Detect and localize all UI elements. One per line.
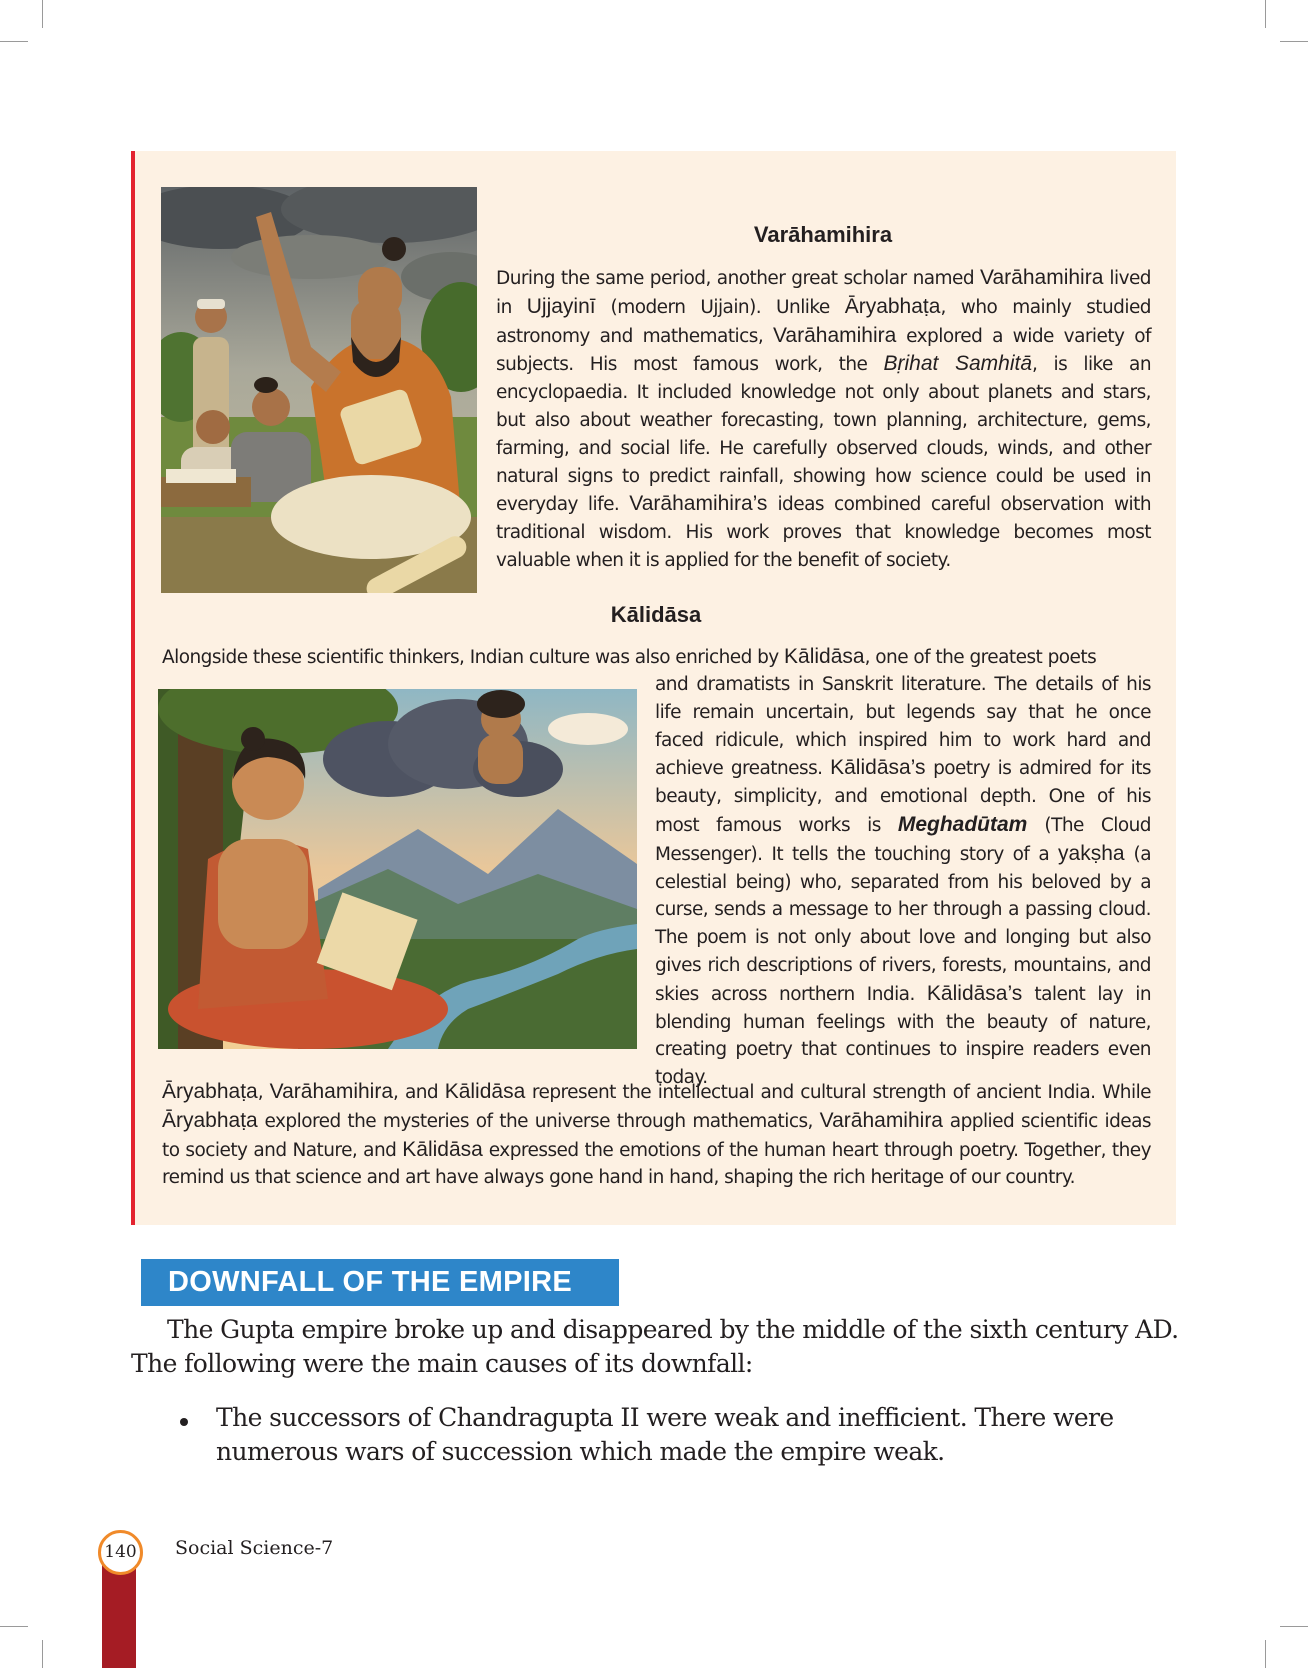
crop-mark xyxy=(1280,1626,1308,1627)
text-run: explored the mysteries of the universe through mathematics, xyxy=(257,1110,820,1132)
crop-mark xyxy=(0,41,28,42)
emphasis-term: Kālidāsa’s xyxy=(926,981,1023,1005)
text-run: (a celestial being) who, separated from his beloved by a curse, sends a message to her through a passing cloud. The poem is not only about love and longing but also gives rich descriptions of rivers, forests, mountains, and skies across northern India. xyxy=(655,843,1151,1005)
emphasis-term: Kālidāsa xyxy=(784,645,865,668)
crop-mark xyxy=(1265,1640,1266,1668)
varahamihira-illustration xyxy=(161,187,477,593)
emphasis-term: Āryabhaṭa xyxy=(162,1108,258,1132)
emphasis-term: Bṛihat Samhitā xyxy=(883,352,1033,376)
crop-mark xyxy=(0,1626,28,1627)
text-run: expressed the emotions of the human heart through poetry. Together, they remind us that science and art have always gone hand in hand, shaping the rich heritage of our country. xyxy=(162,1139,1151,1189)
kalidasa-heading: Kālidāsa xyxy=(610,602,702,627)
summary-paragraph xyxy=(162,1078,1151,1192)
varahamihira-heading: Varāhamihira xyxy=(753,222,893,247)
text-run: (The Cloud Messenger). It tells the touching story of a xyxy=(655,814,1151,865)
crop-mark xyxy=(1280,41,1308,42)
text-run: poetry is admired for its beauty, simplicity, and emotional depth. One of his most famous works is xyxy=(655,758,1151,836)
text-run: , is like an encyclopaedia. It included knowledge not only about planets and stars, but also about weather forecasting, town planning, architecture, gems, farming, and social life. He carefully observed clouds, winds, and other natural signs to predict rainfall, showing how science could be used in everyday life. xyxy=(496,354,1151,516)
kalidasa-illustration xyxy=(158,689,637,1049)
emphasis-term: Kālidāsa xyxy=(402,1137,483,1161)
emphasis-term: yakṣha xyxy=(1058,841,1125,865)
text-run: , and xyxy=(393,1082,445,1103)
emphasis-term: Varāhamihira xyxy=(980,266,1104,289)
text-run: , xyxy=(257,1082,270,1103)
emphasis-term: Varāhamihira’s xyxy=(629,492,768,516)
crop-mark xyxy=(42,1640,43,1668)
emphasis-term: Kālidāsa xyxy=(444,1080,526,1103)
text-run: applied scientific ideas to society and Nature, and xyxy=(162,1110,1151,1161)
crop-mark xyxy=(1265,0,1266,28)
text-run: During the same period, another great scholar named xyxy=(496,268,981,289)
emphasis-term: Varāhamihira xyxy=(269,1080,394,1103)
emphasis-term: Kālidāsa’s xyxy=(830,756,926,780)
text-run: ideas combined careful observation with traditional wisdom. His work proves that knowledge becomes most valuable when it is applied for the benefit of society. xyxy=(496,494,1151,571)
varahamihira-paragraph xyxy=(496,264,1151,575)
book-title: Social Science-7 xyxy=(175,1537,334,1559)
text-run: , one of the greatest poets xyxy=(864,647,1097,668)
bullet-marker xyxy=(180,1418,188,1426)
text-run: explored a wide variety of subjects. His most famous work, the xyxy=(496,325,1151,376)
text-run: talent lay in blending human feelings with the beauty of nature, creating poetry that continues to inspire readers even today. xyxy=(655,983,1152,1089)
emphasis-term: Āryabhaṭa xyxy=(844,294,941,318)
text-run: lived in xyxy=(496,268,1152,318)
kalidasa-paragraph xyxy=(655,671,1151,1092)
emphasis-term: Āryabhaṭa xyxy=(162,1080,258,1103)
emphasis-term: Ujjayinī xyxy=(526,294,596,318)
section-title-banner: DOWNFALL OF THE EMPIRE xyxy=(141,1259,619,1306)
bullet-item: The successors of Chandragupta II were weak and inefficient. There were numerous wars of succession which made the empire weak. xyxy=(216,1403,1114,1466)
kalidasa-intro-line xyxy=(162,643,1151,672)
text-run: , who mainly studied astronomy and mathematics, xyxy=(496,296,1151,347)
text-run: and dramatists in Sanskrit literature. The details of his life remain uncertain, but legends say that he once faced ridicule, which inspired him to work hard and achieve greatness. xyxy=(655,674,1151,780)
text-run: represent the intellectual and cultural strength of ancient India. While xyxy=(525,1082,1151,1103)
section-intro-paragraph: The Gupta empire broke up and disappeared by the middle of the sixth century AD. The following were the main causes of its downfall: xyxy=(131,1315,1179,1378)
text-run: Alongside these scientific thinkers, Indian culture was also enriched by xyxy=(162,647,785,668)
page-number: 140 xyxy=(98,1530,143,1575)
emphasis-term: Varāhamihira xyxy=(772,323,897,347)
emphasis-term: Meghadūtam xyxy=(897,812,1028,836)
text-run: (modern Ujjain). Unlike xyxy=(595,296,845,318)
crop-mark xyxy=(42,0,43,28)
emphasis-term: Varāhamihira xyxy=(819,1108,943,1132)
